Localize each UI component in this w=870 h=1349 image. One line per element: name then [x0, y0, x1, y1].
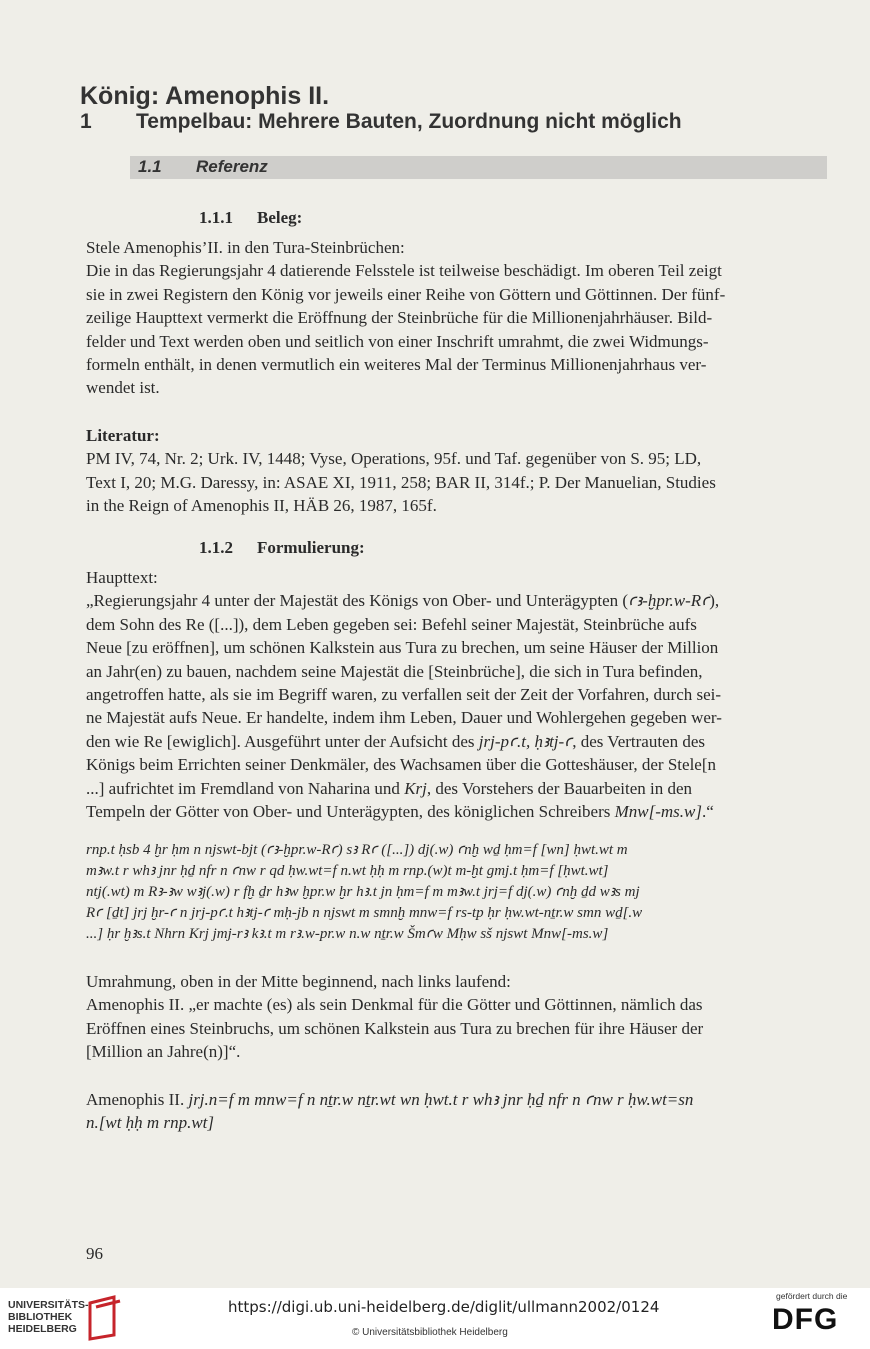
haupttext-label: Haupttext: — [86, 568, 158, 587]
formulierung-label: Formulierung: — [257, 538, 365, 557]
umrahmung-transliteration — [86, 1088, 826, 1135]
formulierung-heading — [199, 538, 365, 558]
text-line: ...] aufrichtet im Fremdland von Naharina und Krj, des Vorstehers der Bauarbeiten in den — [86, 778, 693, 798]
translit-line: rnp.t ḥsb 4 ḫr ḥm n njswt-bjt (ꜥꜣ-ḫpr.w-Rꜥ) sꜣ Rꜥ ([...]) dj(.w) ꜥnḫ wḏ ḥm=f [wn] ḥwt.wt m — [86, 842, 628, 858]
text-line: „Regierungsjahr 4 unter der Majestät des Königs von Ober- und Unterägypten (ꜥꜣ-ḫpr.w-Rꜥ), — [86, 591, 720, 611]
permalink-url[interactable]: https://digi.ub.uni-heidelberg.de/diglit/ullmann2002/0124 — [228, 1298, 660, 1316]
funding-label: gefördert durch die — [776, 1291, 848, 1301]
subsection-title: Referenz — [196, 157, 268, 176]
library-name: UNIVERSITÄTS- BIBLIOTHEK HEIDELBERG — [8, 1299, 89, 1335]
text-line: Text I, 20; M.G. Daressy, in: ASAE XI, 1911, 258; BAR II, 314f.; P. Der Manuelian, Studies — [86, 472, 716, 492]
footer-bar — [0, 1288, 870, 1349]
chapter-title: König: Amenophis II. — [80, 82, 330, 110]
copyright-notice: © Universitätsbibliothek Heidelberg — [352, 1327, 508, 1338]
translit-line: ntj(.wt) m Rꜣ-ꜣw wꜣj(.w) r fḫ ḏr hꜣw ḫpr.w ḫr hꜣ.t jn ḥm=f m mꜣw.t jrj=f dj(.w) ꜥnḫ ḏd wꜣs mj — [86, 884, 640, 900]
library-logo-icon — [86, 1295, 122, 1341]
text-line: angetroffen hatte, als sie im Begriff waren, zu verfallen seit der Zeit der Vorfahren, durch sei- — [86, 685, 722, 705]
subsection-number: 1.1 — [138, 157, 162, 176]
text-line: Königs beim Errichten seiner Denkmäler, des Wachsamen über die Gotteshäuser, der Stele[n — [86, 755, 716, 775]
text-line: Stele Amenophis’II. in den Tura-Steinbrüchen: — [86, 238, 405, 257]
text-line: Eröffnen eines Steinbruchs, um schönen Kalkstein aus Tura zu brechen für ihre Häuser der — [86, 1018, 704, 1038]
text-line: [Million an Jahre(n)]“. — [86, 1042, 241, 1062]
beleg-label: Beleg: — [257, 208, 303, 227]
formulierung-number: 1.1.2 — [199, 538, 233, 557]
translit-line: Rꜥ [ḏt] jrj ḫr-ꜥ n jrj-pꜥ.t hꜣtj-ꜥ mḥ-jb n njswt m smnḫ mnw=f rs-tp ḥr ḥw.wt-nṯr.w smn wḏ[.w — [86, 905, 643, 921]
dfg-logo: DFG — [772, 1303, 839, 1336]
text-line: den wie Re [ewiglich]. Ausgeführt unter der Aufsicht des jrj-pꜥ.t, ḥꜣtj-ꜥ, des Vertrauten des — [86, 731, 706, 751]
text-line: zeilige Haupttext vermerkt die Eröffnung der Steinbrüche für die Millionenjahrhäuser. Bild- — [86, 308, 713, 328]
beleg-text — [86, 236, 826, 400]
umrahmung-block — [86, 970, 826, 1064]
subsection-bar — [130, 156, 827, 179]
text-line: Die in das Regierungsjahr 4 datierende Felsstele ist teilweise beschädigt. Im oberen Teil zeigt — [86, 261, 722, 281]
transliteration-block — [86, 840, 826, 945]
text-line: formeln enthält, in denen vermutlich ein weiteres Mal der Terminus Millionenjahrhaus ver- — [86, 355, 707, 375]
text-line: in the Reign of Amenophis II, HÄB 26, 1987, 165f. — [86, 496, 437, 516]
haupttext-block — [86, 566, 826, 823]
text-line: PM IV, 74, Nr. 2; Urk. IV, 1448; Vyse, Operations, 95f. und Taf. gegenüber von S. 95; LD, — [86, 449, 702, 469]
text-line: Tempeln der Götter von Ober- und Unterägypten, des königlichen Schreibers Mnw[-ms.w].“ — [86, 802, 714, 822]
section-title: Tempelbau: Mehrere Bauten, Zuordnung nicht möglich — [136, 110, 682, 133]
beleg-heading — [199, 208, 302, 228]
literatur-heading: Literatur: — [86, 426, 160, 445]
beleg-number: 1.1.1 — [199, 208, 233, 227]
text-line: an Jahr(en) zu bauen, nachdem seine Majestät die [Steinbrüche], die sich in Tura befinden, — [86, 661, 703, 681]
literatur-block — [86, 424, 826, 518]
page-number: 96 — [86, 1244, 103, 1263]
text-line: Amenophis II. jrj.n=f m mnw=f n nṯr.w nṯr.wt wn ḥwt.t r whꜣ jnr ḥḏ nfr n ꜥnw r ḥw.wt=sn — [86, 1090, 694, 1109]
text-line: felder und Text werden oben und seitlich von einer Inschrift umrahmt, die zwei Widmungs- — [86, 331, 709, 351]
text-line: ne Majestät aufs Neue. Er handelte, indem ihm Leben, Dauer und Wohlergehen gegeben wer- — [86, 708, 722, 728]
text-line: Amenophis II. „er machte (es) als sein Denkmal für die Götter und Göttinnen, nämlich das — [86, 995, 703, 1015]
section-number: 1 — [80, 110, 92, 133]
translit-line: mꜣw.t r whꜣ jnr ḥḏ nfr n ꜥnw r qd ḥw.wt=f n.wt ḥḥ m rnp.(w)t m-ḫt gmj.t ḥm=f [ḥwt.wt] — [86, 863, 609, 879]
text-line: wendet ist. — [86, 378, 160, 398]
text-line: n.[wt ḥḥ m rnp.wt] — [86, 1113, 214, 1133]
text-line: dem Sohn des Re ([...]), dem Leben gegeben sei: Befehl seiner Majestät, Steinbrüche aufs — [86, 614, 697, 634]
translit-line: ...] ḥr ḫꜣs.t Nhrn Krj jmj-rꜣ kꜣ.t m rꜣ.w-pr.w n.w nṯr.w Šmꜥw Mḥw sš njswt Mnw[-ms.w] — [86, 926, 609, 942]
text-line: Neue [zu eröffnen], um schönen Kalkstein aus Tura zu brechen, um seine Häuser der Million — [86, 638, 719, 658]
text-line: sie in zwei Registern den König vor jeweils einer Reihe von Göttern und Göttinnen. Der fünf- — [86, 284, 726, 304]
umrahmung-label: Umrahmung, oben in der Mitte beginnend, nach links laufend: — [86, 972, 511, 991]
section-heading — [80, 110, 682, 134]
